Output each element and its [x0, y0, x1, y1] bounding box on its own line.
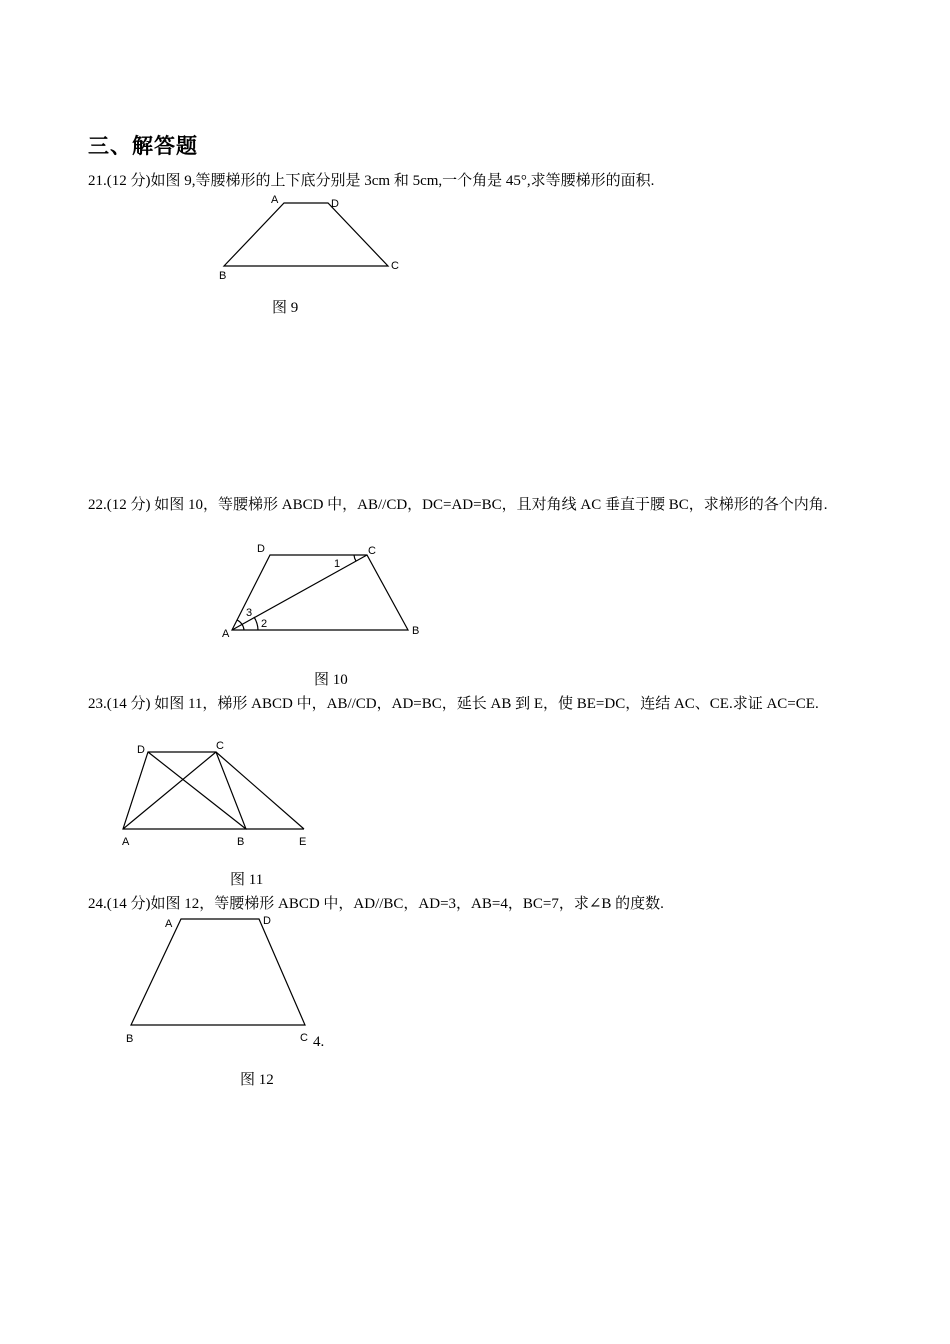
- figure-12-label-a: A: [165, 918, 173, 930]
- figure-12-caption: 图 12: [240, 1072, 274, 1088]
- question-24-text: 24.(14 分)如图 12，等腰梯形 ABCD 中，AD//BC，AD=3，AB=4，BC=7，求∠B 的度数.: [88, 896, 664, 912]
- figure-10-angle-2: 2: [261, 618, 268, 630]
- figure-9-label-a: A: [271, 194, 279, 206]
- figure-10-angle-3: 3: [246, 607, 253, 619]
- figure-10-angle-1: 1: [334, 558, 341, 570]
- figure-11-label-b: B: [237, 836, 245, 848]
- question-22-text: 22.(12 分) 如图 10，等腰梯形 ABCD 中，AB//CD，DC=AD=BC，且对角线 AC 垂直于腰 BC，求梯形的各个内角.: [88, 497, 828, 513]
- figure-10-label-a: A: [222, 628, 230, 640]
- figure-10-caption: 图 10: [314, 672, 348, 688]
- figure-10-label-d: D: [257, 543, 265, 555]
- figure-11-label-a: A: [122, 836, 130, 848]
- figure-9-label-c: C: [391, 260, 399, 272]
- figure-11-caption: 图 11: [230, 872, 264, 888]
- question-21-text: 21.(12 分)如图 9,等腰梯形的上下底分别是 3cm 和 5cm,一个角是 45°,求等腰梯形的面积.: [88, 173, 655, 189]
- figure-10-label-b: B: [412, 625, 420, 637]
- figure-12-label-c: C: [300, 1032, 308, 1044]
- figure-12-label-b: B: [126, 1033, 134, 1045]
- figure-11-label-d: D: [137, 744, 145, 756]
- figure-9-label-d: D: [331, 198, 339, 210]
- question-23-text: 23.(14 分) 如图 11，梯形 ABCD 中，AB//CD，AD=BC，延长 AB 到 E，使 BE=DC，连结 AC、CE.求证 AC=CE.: [88, 696, 819, 712]
- section-title: 三、解答题: [88, 134, 198, 158]
- figure-11-label-c: C: [216, 740, 224, 752]
- figure-12-trapezoid: [131, 919, 305, 1025]
- figure-12-trailing-text: 4.: [313, 1034, 325, 1050]
- figure-12-label-d: D: [263, 915, 271, 927]
- figure-9-label-b: B: [219, 270, 227, 282]
- figure-10-label-c: C: [368, 545, 376, 557]
- figure-11-label-e: E: [299, 836, 307, 848]
- figure-9-caption: 图 9: [272, 300, 299, 316]
